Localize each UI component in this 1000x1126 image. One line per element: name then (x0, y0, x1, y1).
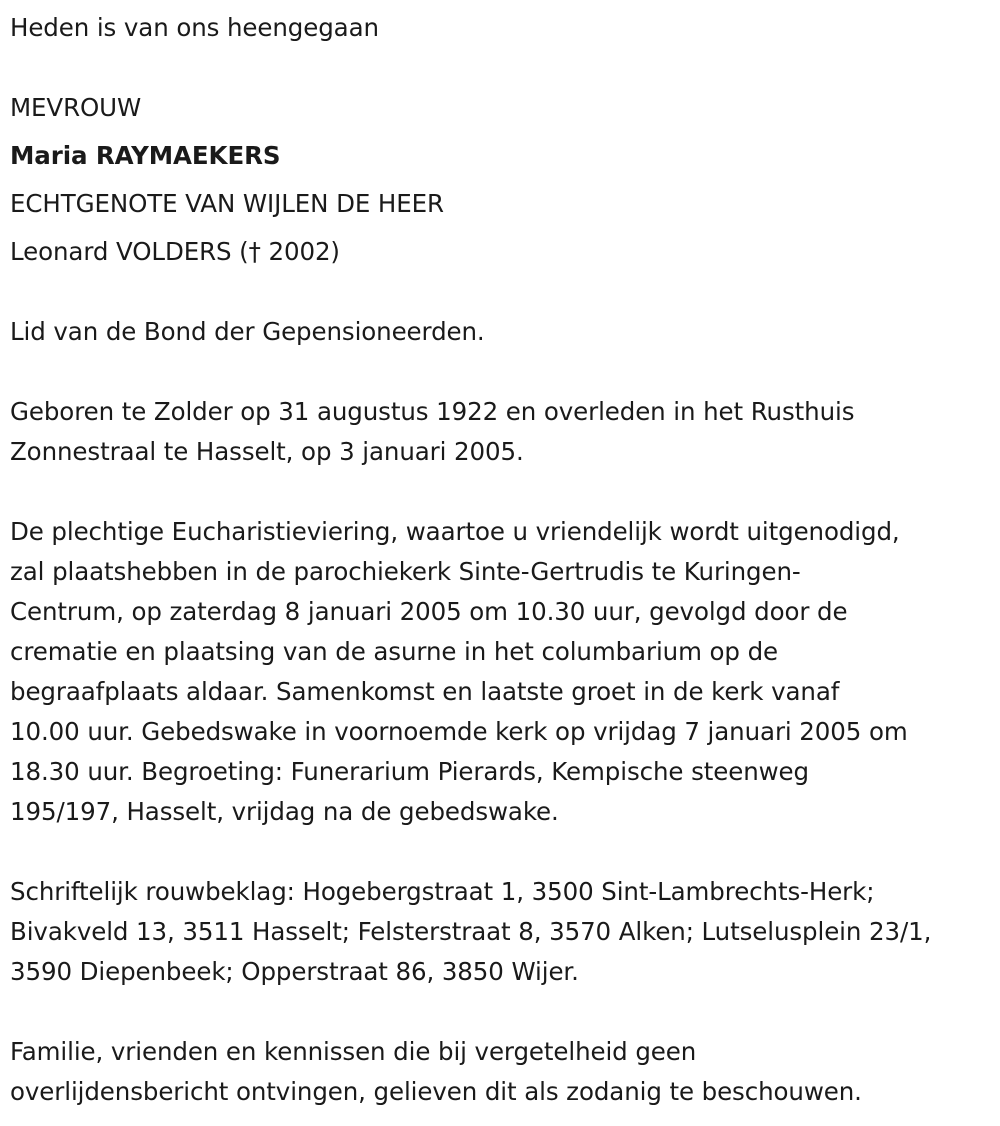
paragraph-line: 10.00 uur. Gebedswake in voornoemde kerk op vrijdag 7 januari 2005 om (10, 717, 908, 746)
deceased-name: Maria RAYMAEKERS (10, 141, 281, 170)
paragraph-line: overlijdensbericht ontvingen, gelieven dit als zodanig te beschouwen. (10, 1077, 862, 1106)
honorific-title: MEVROUW (10, 93, 142, 122)
paragraph-line: De plechtige Eucharistieviering, waartoe u vriendelijk wordt uitgenodigd, (10, 517, 900, 546)
paragraph-line: Geboren te Zolder op 31 augustus 1922 en overleden in het Rusthuis (10, 397, 855, 426)
spouse-name-prefix: Leonard VOLDERS ( (10, 237, 249, 266)
paragraph-line: crematie en plaatsing van de asurne in het columbarium op de (10, 637, 778, 666)
spouse-name (10, 232, 1000, 272)
paragraph-line: Zonnestraal te Hasselt, op 3 januari 2005. (10, 437, 524, 466)
cross-icon: † (248, 237, 261, 266)
paragraph-line: 3590 Diepenbeek; Opperstraat 86, 3850 Wijer. (10, 957, 579, 986)
paragraph-line: Schriftelijk rouwbeklag: Hogebergstraat 1, 3500 Sint-Lambrechts-Herk; (10, 877, 875, 906)
paragraph-line: zal plaatshebben in de parochiekerk Sinte-Gertrudis te Kuringen- (10, 557, 801, 586)
paragraph-line: Centrum, op zaterdag 8 januari 2005 om 10.30 uur, gevolgd door de (10, 597, 848, 626)
intro-text: Heden is van ons heengegaan (10, 13, 379, 42)
spouse-name-suffix: 2002) (260, 237, 340, 266)
spouse-label: ECHTGENOTE VAN WIJLEN DE HEER (10, 189, 444, 218)
paragraph-line: begraafplaats aldaar. Samenkomst en laatste groet in de kerk vanaf (10, 677, 840, 706)
paragraph-line: 18.30 uur. Begroeting: Funerarium Pierards, Kempische steenweg (10, 757, 809, 786)
birth-paragraph (10, 392, 1000, 472)
paragraph-line: Familie, vrienden en kennissen die bij vergetelheid geen (10, 1037, 697, 1066)
ceremony-paragraph (10, 512, 1000, 832)
closing-paragraph (10, 1032, 1000, 1112)
condolence-paragraph (10, 872, 1000, 992)
paragraph-line: Bivakveld 13, 3511 Hasselt; Felsterstraat 8, 3570 Alken; Lutselusplein 23/1, (10, 917, 932, 946)
membership-text: Lid van de Bond der Gepensioneerden. (10, 317, 485, 346)
paragraph-line: 195/197, Hasselt, vrijdag na de gebedswake. (10, 797, 559, 826)
